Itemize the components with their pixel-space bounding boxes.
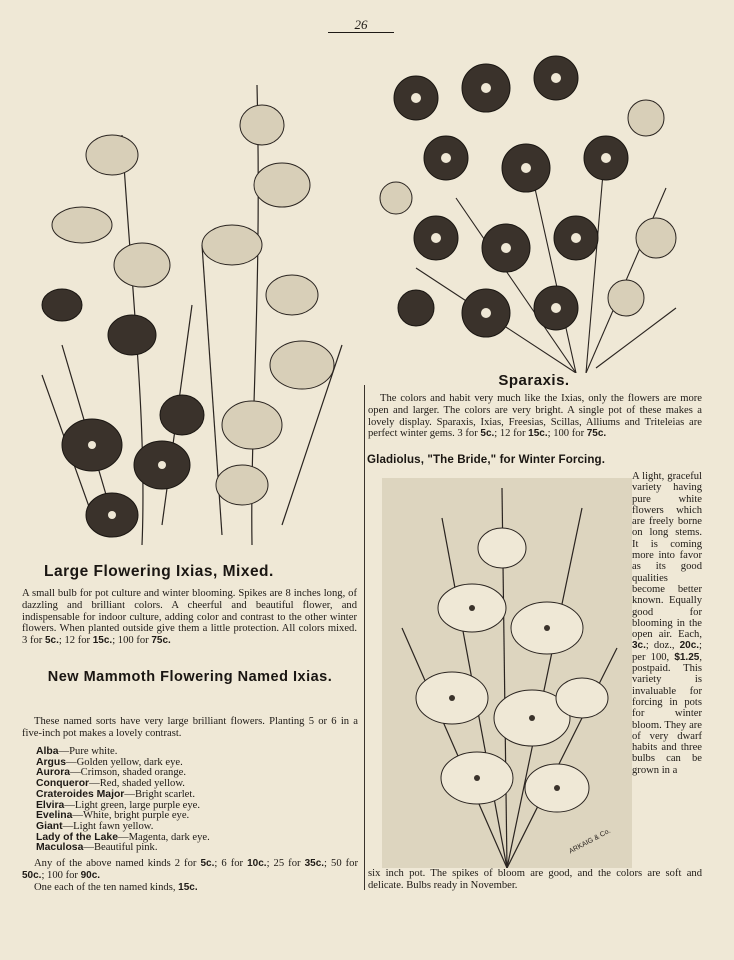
- ixias-mixed-title: Large Flowering Ixias, Mixed.: [44, 563, 274, 580]
- sparaxis-price-12-label: ; 12 for: [494, 428, 526, 440]
- variety-desc: —Red, shaded yellow.: [89, 778, 185, 790]
- variety-name: Evelina: [36, 810, 73, 822]
- variety-desc: —Light green, large purple eye.: [64, 799, 201, 811]
- sparaxis-text: The colors and habit very much like the Ixias, only the flowers are more open and larger. The colors are very bright. A single pot of these makes a lovely display. Sparaxis, Ixias, Freesias, Scillas, Alliums and Triteleias are perfect winter gems. 3 for: [368, 393, 702, 440]
- gladiolus-postpaid-text: , postpaid. This variety is invaluable for forcing in pots for winter bloom. They are of very dwarf habits and three bulbs can be grown in a: [632, 651, 702, 776]
- gladiolus-engraving: [382, 478, 632, 868]
- variety-name: Conqueror: [36, 778, 90, 790]
- variety-name: Argus: [36, 756, 67, 768]
- gladiolus-price-doz: 20c.: [679, 640, 700, 652]
- ixias-engraving: [22, 45, 362, 545]
- gladiolus-side-text: [632, 471, 702, 776]
- sparaxis-illustration: [376, 48, 688, 373]
- variety-desc: —Golden yellow, dark eye.: [66, 756, 183, 768]
- variety-name: Aurora: [36, 767, 71, 779]
- mammoth-price-2: 5c.: [200, 858, 215, 869]
- column-divider: [364, 385, 365, 890]
- variety-desc: —Magenta, dark eye.: [118, 831, 210, 843]
- mammoth-price-100: 90c.: [80, 869, 101, 881]
- mammoth-price-25-label: ; 25 for: [266, 858, 301, 869]
- variety-name: Giant: [36, 820, 63, 832]
- gladiolus-description: A light, graceful variety having pure white flowers which are freely borne on long stems. It is coming more into favor as its good qualities become better known. Equally good for blooming in the open air. Each,: [632, 471, 702, 641]
- mammoth-ixias-pricing: [22, 858, 358, 882]
- gladiolus-price-each: 3c.: [632, 640, 646, 652]
- gladiolus-price-100: $1.25: [674, 651, 700, 663]
- mammoth-ixias-title: New Mammoth Flowering Named Ixias.: [47, 669, 333, 685]
- variety-list: [36, 747, 356, 854]
- ixias-mixed-price-12-label: ; 12 for: [58, 635, 91, 647]
- ixias-mixed-text: A small bulb for pot culture and winter blooming. Spikes are 8 inches long, of dazzling and brilliant colors. A cheerful and beautiful flower, and indispensable for indoor culture, adding color and contrast to the other winter flowers. When planted outside give them a little protection. All colors mixed. 3 for: [22, 588, 357, 647]
- variety-name: Lady of the Lake: [36, 831, 118, 843]
- ixias-illustration: [22, 45, 362, 545]
- variety-item: [36, 843, 356, 854]
- mammoth-price-25: 35c.: [304, 858, 325, 869]
- gladiolus-bottom-text: six inch pot. The spikes of bloom are good, and the colors are soft and delicate. Bulbs ready in November.: [368, 868, 702, 891]
- ixias-mixed-price-12: 15c.: [92, 635, 113, 647]
- variety-name: Maculosa: [36, 842, 84, 854]
- mammoth-collection-text: One each of the ten named kinds,: [34, 882, 176, 893]
- variety-name: Alba: [36, 746, 59, 757]
- mammoth-price-6: 10c.: [247, 858, 267, 869]
- mammoth-collection: [22, 882, 358, 894]
- ixias-mixed-price-100-label: ; 100 for: [112, 635, 149, 647]
- ixias-mixed-price-3: 5c.: [44, 635, 59, 647]
- mammoth-ixias-intro: These named sorts have very large brilliant flowers. Planting 5 or 6 in a five-inch pot makes a lovely contrast.: [22, 716, 358, 739]
- gladiolus-illustration: [382, 478, 632, 868]
- sparaxis-description: [368, 393, 702, 440]
- variety-desc: —Crimson, shaded orange.: [70, 767, 186, 779]
- variety-desc: —Bright scarlet.: [124, 788, 195, 800]
- page-number: 26: [328, 18, 394, 33]
- mammoth-price-50: 50c.: [22, 869, 42, 881]
- sparaxis-price-100: 75c.: [586, 428, 607, 440]
- mammoth-price-50-label: ; 50 for: [324, 858, 359, 869]
- ixias-mixed-price-100: 75c.: [151, 635, 171, 647]
- mammoth-collection-price: 15c.: [178, 882, 198, 893]
- sparaxis-price-3: 5c.: [480, 428, 495, 440]
- variety-desc: —Beautiful pink.: [83, 842, 158, 854]
- mammoth-price-6-label: ; 6 for: [214, 858, 244, 869]
- variety-desc: —Light fawn yellow.: [62, 820, 154, 832]
- sparaxis-price-12: 15c.: [528, 428, 548, 440]
- engraver-signature: ARKAIG & Co.: [568, 827, 612, 856]
- sparaxis-title: Sparaxis.: [498, 372, 570, 389]
- ixias-mixed-description: [22, 588, 357, 647]
- mammoth-pricing-text: Any of the above named kinds 2 for: [34, 858, 197, 869]
- gladiolus-doz-label: ; doz.,: [645, 640, 675, 652]
- variety-desc: —White, bright purple eye.: [72, 810, 190, 822]
- gladiolus-per100-label: ; per 100,: [632, 640, 702, 663]
- gladiolus-title: Gladiolus, "The Bride," for Winter Forcing.: [367, 453, 606, 466]
- mammoth-price-100-label: ; 100 for: [41, 869, 78, 881]
- sparaxis-engraving: [376, 48, 688, 373]
- variety-desc: —Pure white.: [58, 746, 118, 757]
- variety-name: Elvira: [36, 799, 65, 811]
- variety-name: Crateroides Major: [36, 788, 125, 800]
- sparaxis-price-100-label: ; 100 for: [547, 428, 585, 440]
